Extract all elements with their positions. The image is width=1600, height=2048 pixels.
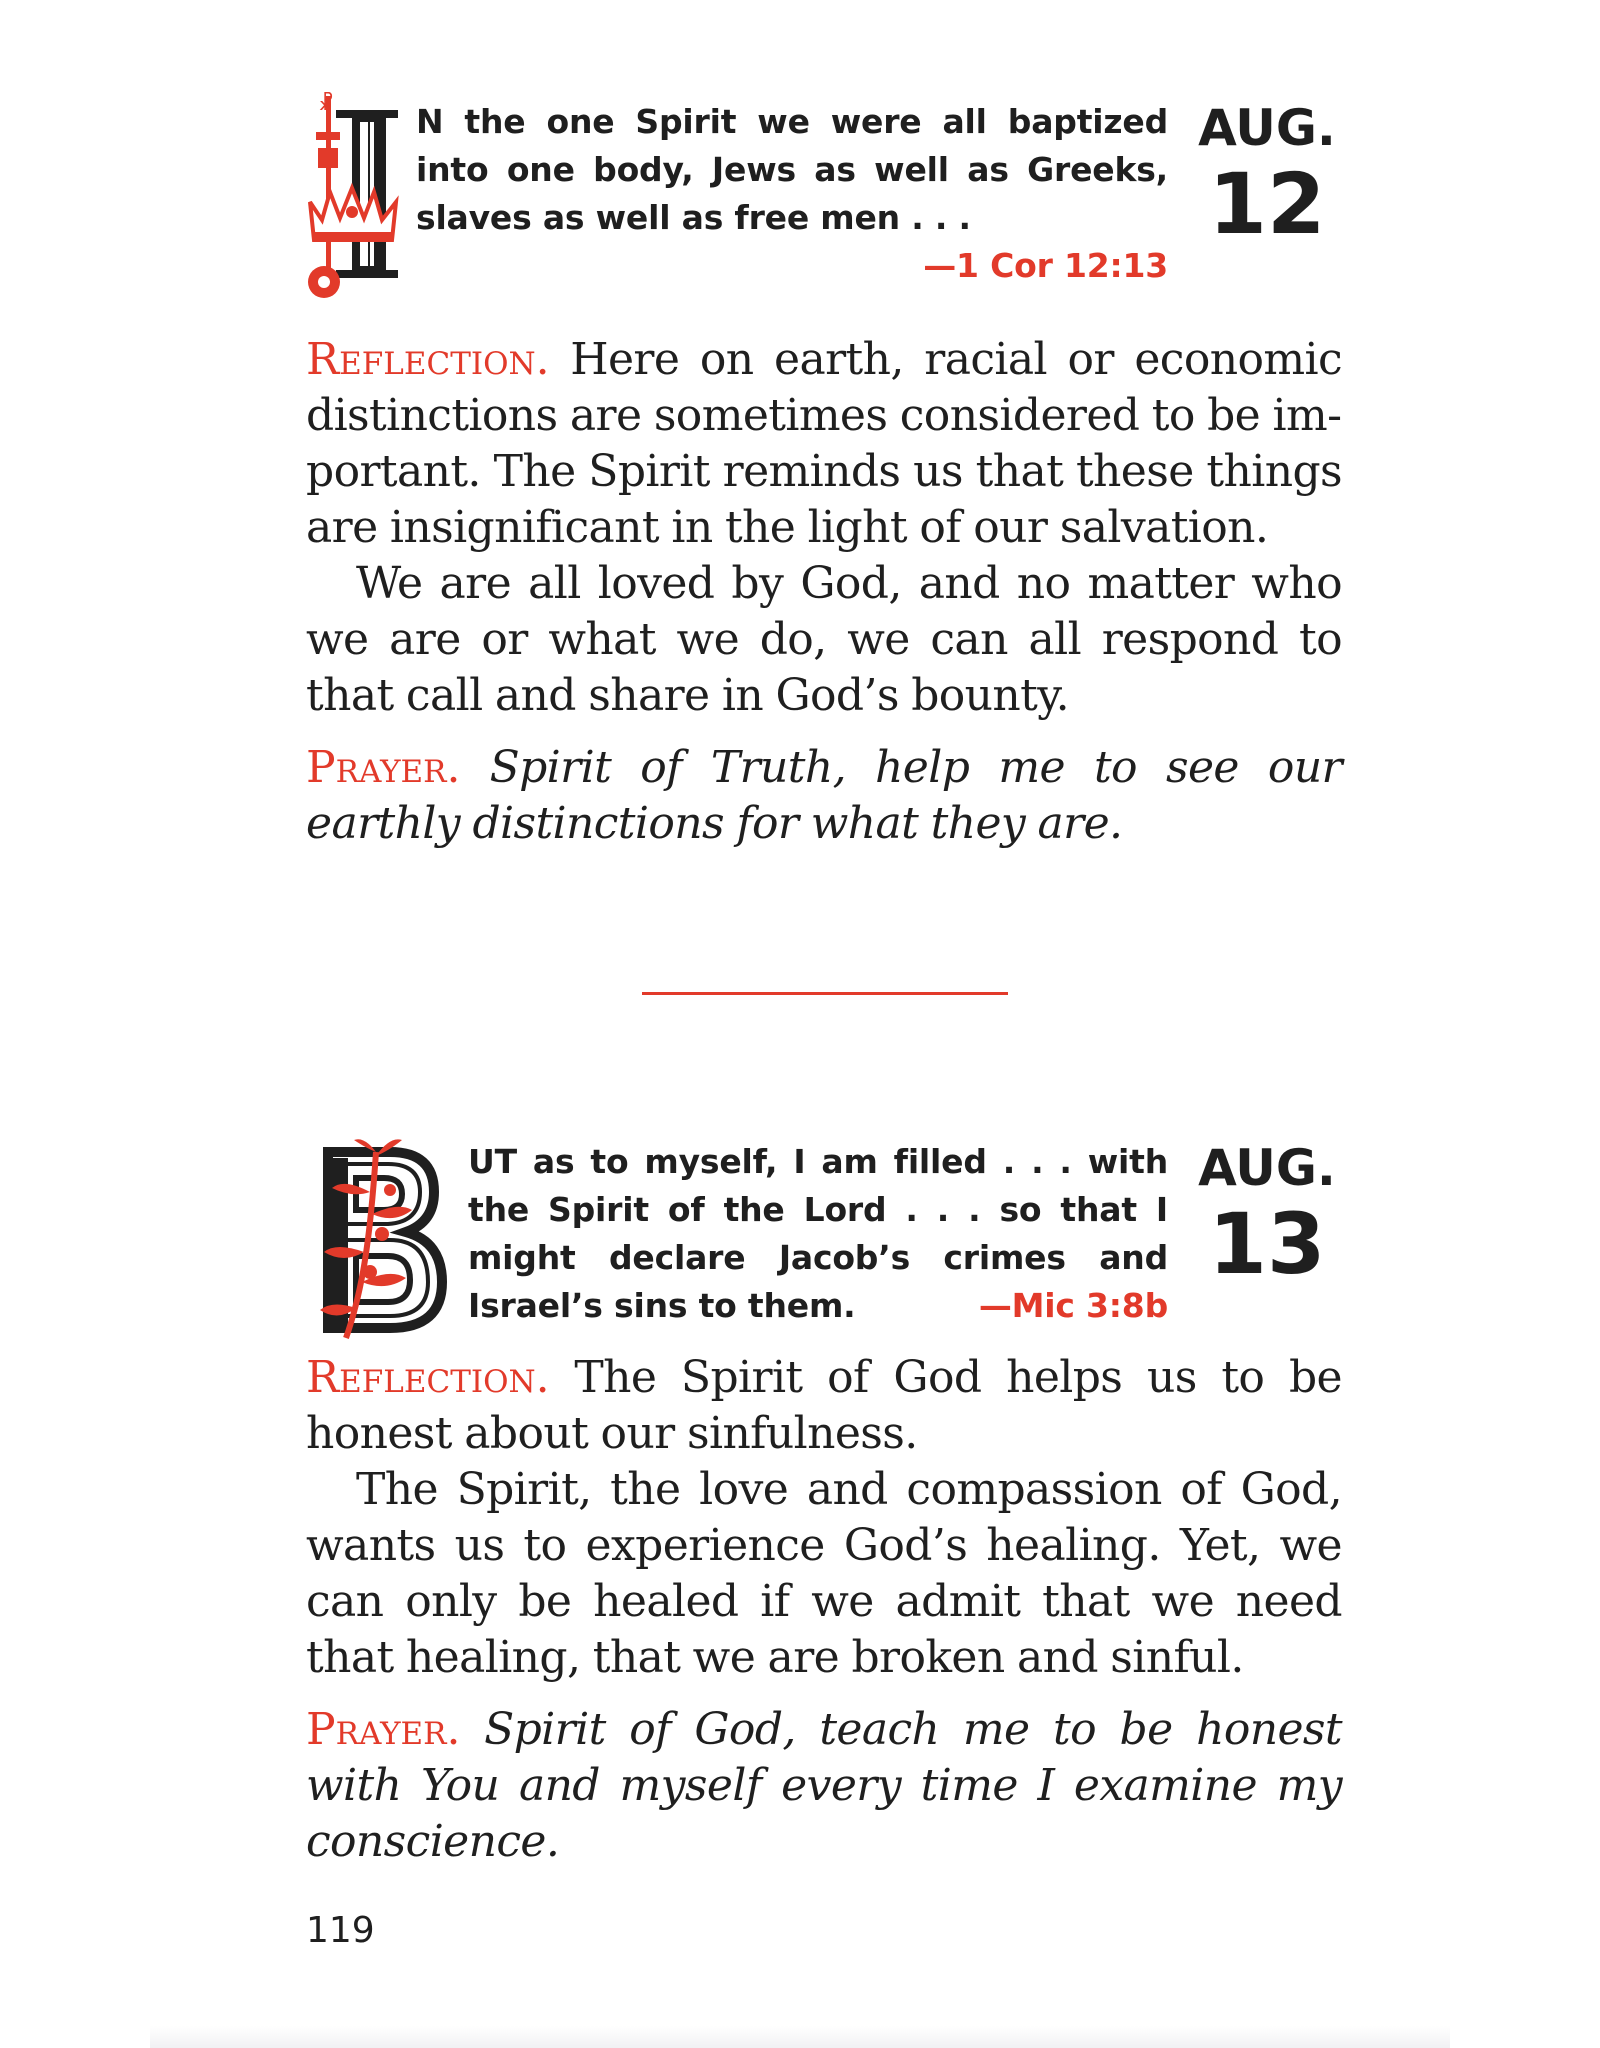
entry-aug-13 [306,1132,1342,1870]
entry-header [306,1132,1342,1350]
reflection-label: Reflection. [306,334,550,385]
prayer-paragraph [306,740,1342,852]
page-edge-shadow [150,2026,1450,2048]
prayer-label: Prayer. [306,742,461,793]
scripture-text: UT as to myself, I am filled . . . with the Spirit of the Lord . . . so that I might declare Jacob’s crimes and Israel’s sins to them. [468,1142,1168,1325]
ornamental-letter-i-icon [306,92,402,300]
scripture-quote [468,1138,1168,1330]
scripture-citation: —Mic 3:8b [978,1286,1168,1325]
scripture-quote [416,98,1168,290]
entry-aug-12 [306,92,1342,852]
prayer-label: Prayer. [306,1704,461,1755]
scripture-citation: —1 Cor 12:13 [923,246,1168,285]
reflection-paragraph-2: The Spirit, the love and compassion of God, wants us to experience God’s healing. Yet, we can only be healed if we admit that we need that healing, that we are broken and sinful. [306,1464,1342,1683]
date-month: AUG. [1198,99,1336,157]
date-block [1192,1140,1342,1292]
reflection-paragraph-2: We are all loved by God, and no matter who we are or what we do, we can all respond to that call and share in God’s bounty. [306,558,1342,721]
reflection-text: The Spirit of God helps us to be honest about our sinfulness. [306,1352,1342,1459]
svg-text:☧: ☧ [318,92,334,115]
prayer-text: Spirit of God, teach me to be honest with You and myself every time I examine my conscience. [306,1704,1342,1867]
ornamental-letter-b-icon [306,1132,456,1342]
reflection-text: Here on earth, racial or economic distinctions are sometimes considered to be important. The Spirit reminds us that these things are insignificant in the light of our salvation. [306,334,1342,553]
prayer-paragraph [306,1702,1342,1870]
prayer-text: Spirit of Truth, help me to see our earthly distinctions for what they are. [306,742,1342,849]
section-divider [642,992,1008,995]
date-block [1192,100,1342,252]
entry-header [306,92,1342,292]
reflection-paragraph [306,1350,1342,1462]
page-number: 119 [306,1910,375,1951]
date-day: 13 [1208,1195,1326,1293]
scripture-text: N the one Spirit we were all baptized into one body, Jews as well as Greeks, slaves as well as free men . . . [416,102,1168,237]
date-month: AUG. [1198,1139,1336,1197]
reflection-label: Reflection. [306,1352,550,1403]
reflection-paragraph [306,332,1342,556]
date-day: 12 [1208,155,1326,253]
